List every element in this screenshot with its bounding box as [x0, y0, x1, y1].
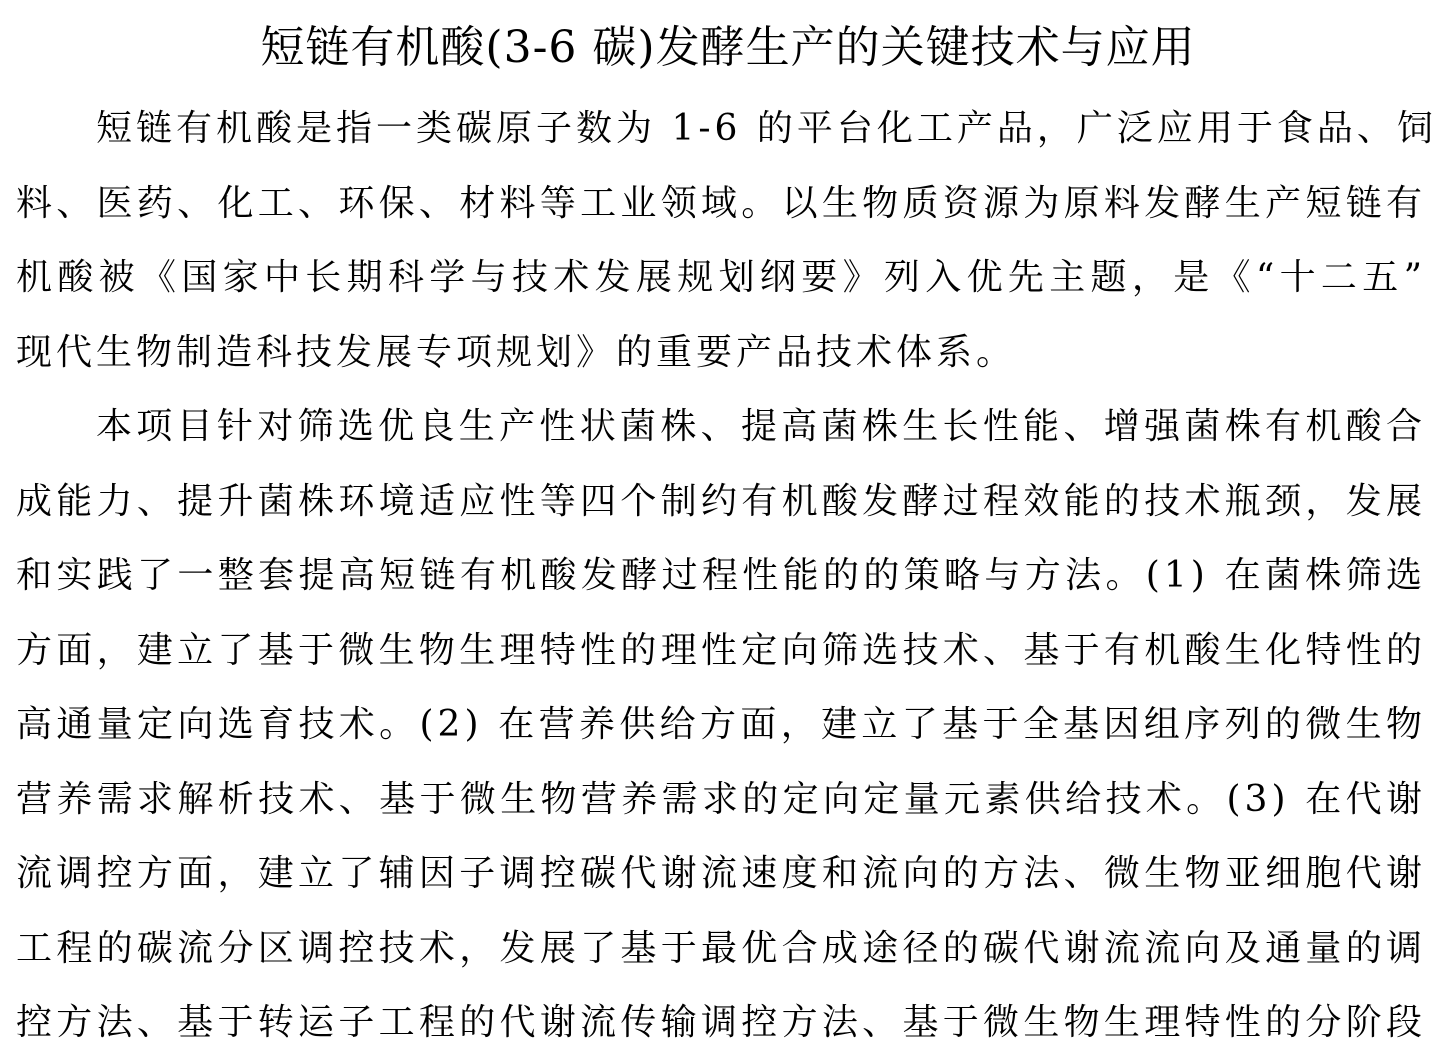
paragraph-line: 营养需求解析技术、基于微生物营养需求的定向定量元素供给技术。(3) 在代谢 — [16, 778, 1426, 820]
paragraph-line: 方面，建立了基于微生物生理特性的理性定向筛选技术、基于有机酸生化特性的 — [16, 629, 1426, 671]
paragraph-line: 流调控方面，建立了辅因子调控碳代谢流速度和流向的方法、微生物亚细胞代谢 — [16, 853, 1426, 894]
paragraph-line: 控方法、基于转运子工程的代谢流传输调控方法、基于微生物生理特性的分阶段 — [16, 1002, 1426, 1043]
paragraph-line: 料、医药、化工、环保、材料等工业领域。以生物质资源为原料发酵生产短链有 — [16, 182, 1426, 224]
paragraph-line: 高通量定向选育技术。(2) 在营养供给方面，建立了基于全基因组序列的微生物 — [16, 704, 1426, 745]
document-body — [16, 92, 1437, 1061]
document-title: 短链有机酸(3-6 碳)发酵生产的关键技术与应用 — [260, 22, 1196, 73]
paragraph-line: 成能力、提升菌株环境适应性等四个制约有机酸发酵过程效能的技术瓶颈，发展 — [16, 480, 1426, 522]
paragraph-line: 短链有机酸是指一类碳原子数为 1-6 的平台化工产品，广泛应用于食品、饲 — [96, 108, 1437, 149]
paragraph-line: 现代生物制造科技发展专项规划》的重要产品技术体系。 — [16, 331, 1017, 373]
paragraph-intro — [16, 92, 1437, 390]
paragraph-project — [16, 390, 1426, 1061]
paragraph-line: 和实践了一整套提高短链有机酸发酵过程性能的的策略与方法。(1) 在菌株筛选 — [16, 555, 1426, 596]
paragraph-line: 机酸被《国家中长期科学与技术发展规划纲要》列入优先主题，是《“十二五” — [16, 257, 1426, 298]
paragraph-line: 工程的碳流分区调控技术，发展了基于最优合成途径的碳代谢流流向及通量的调 — [16, 927, 1426, 969]
paragraph-line: 本项目针对筛选优良生产性状菌株、提高菌株生长性能、增强菌株有机酸合 — [96, 406, 1426, 447]
